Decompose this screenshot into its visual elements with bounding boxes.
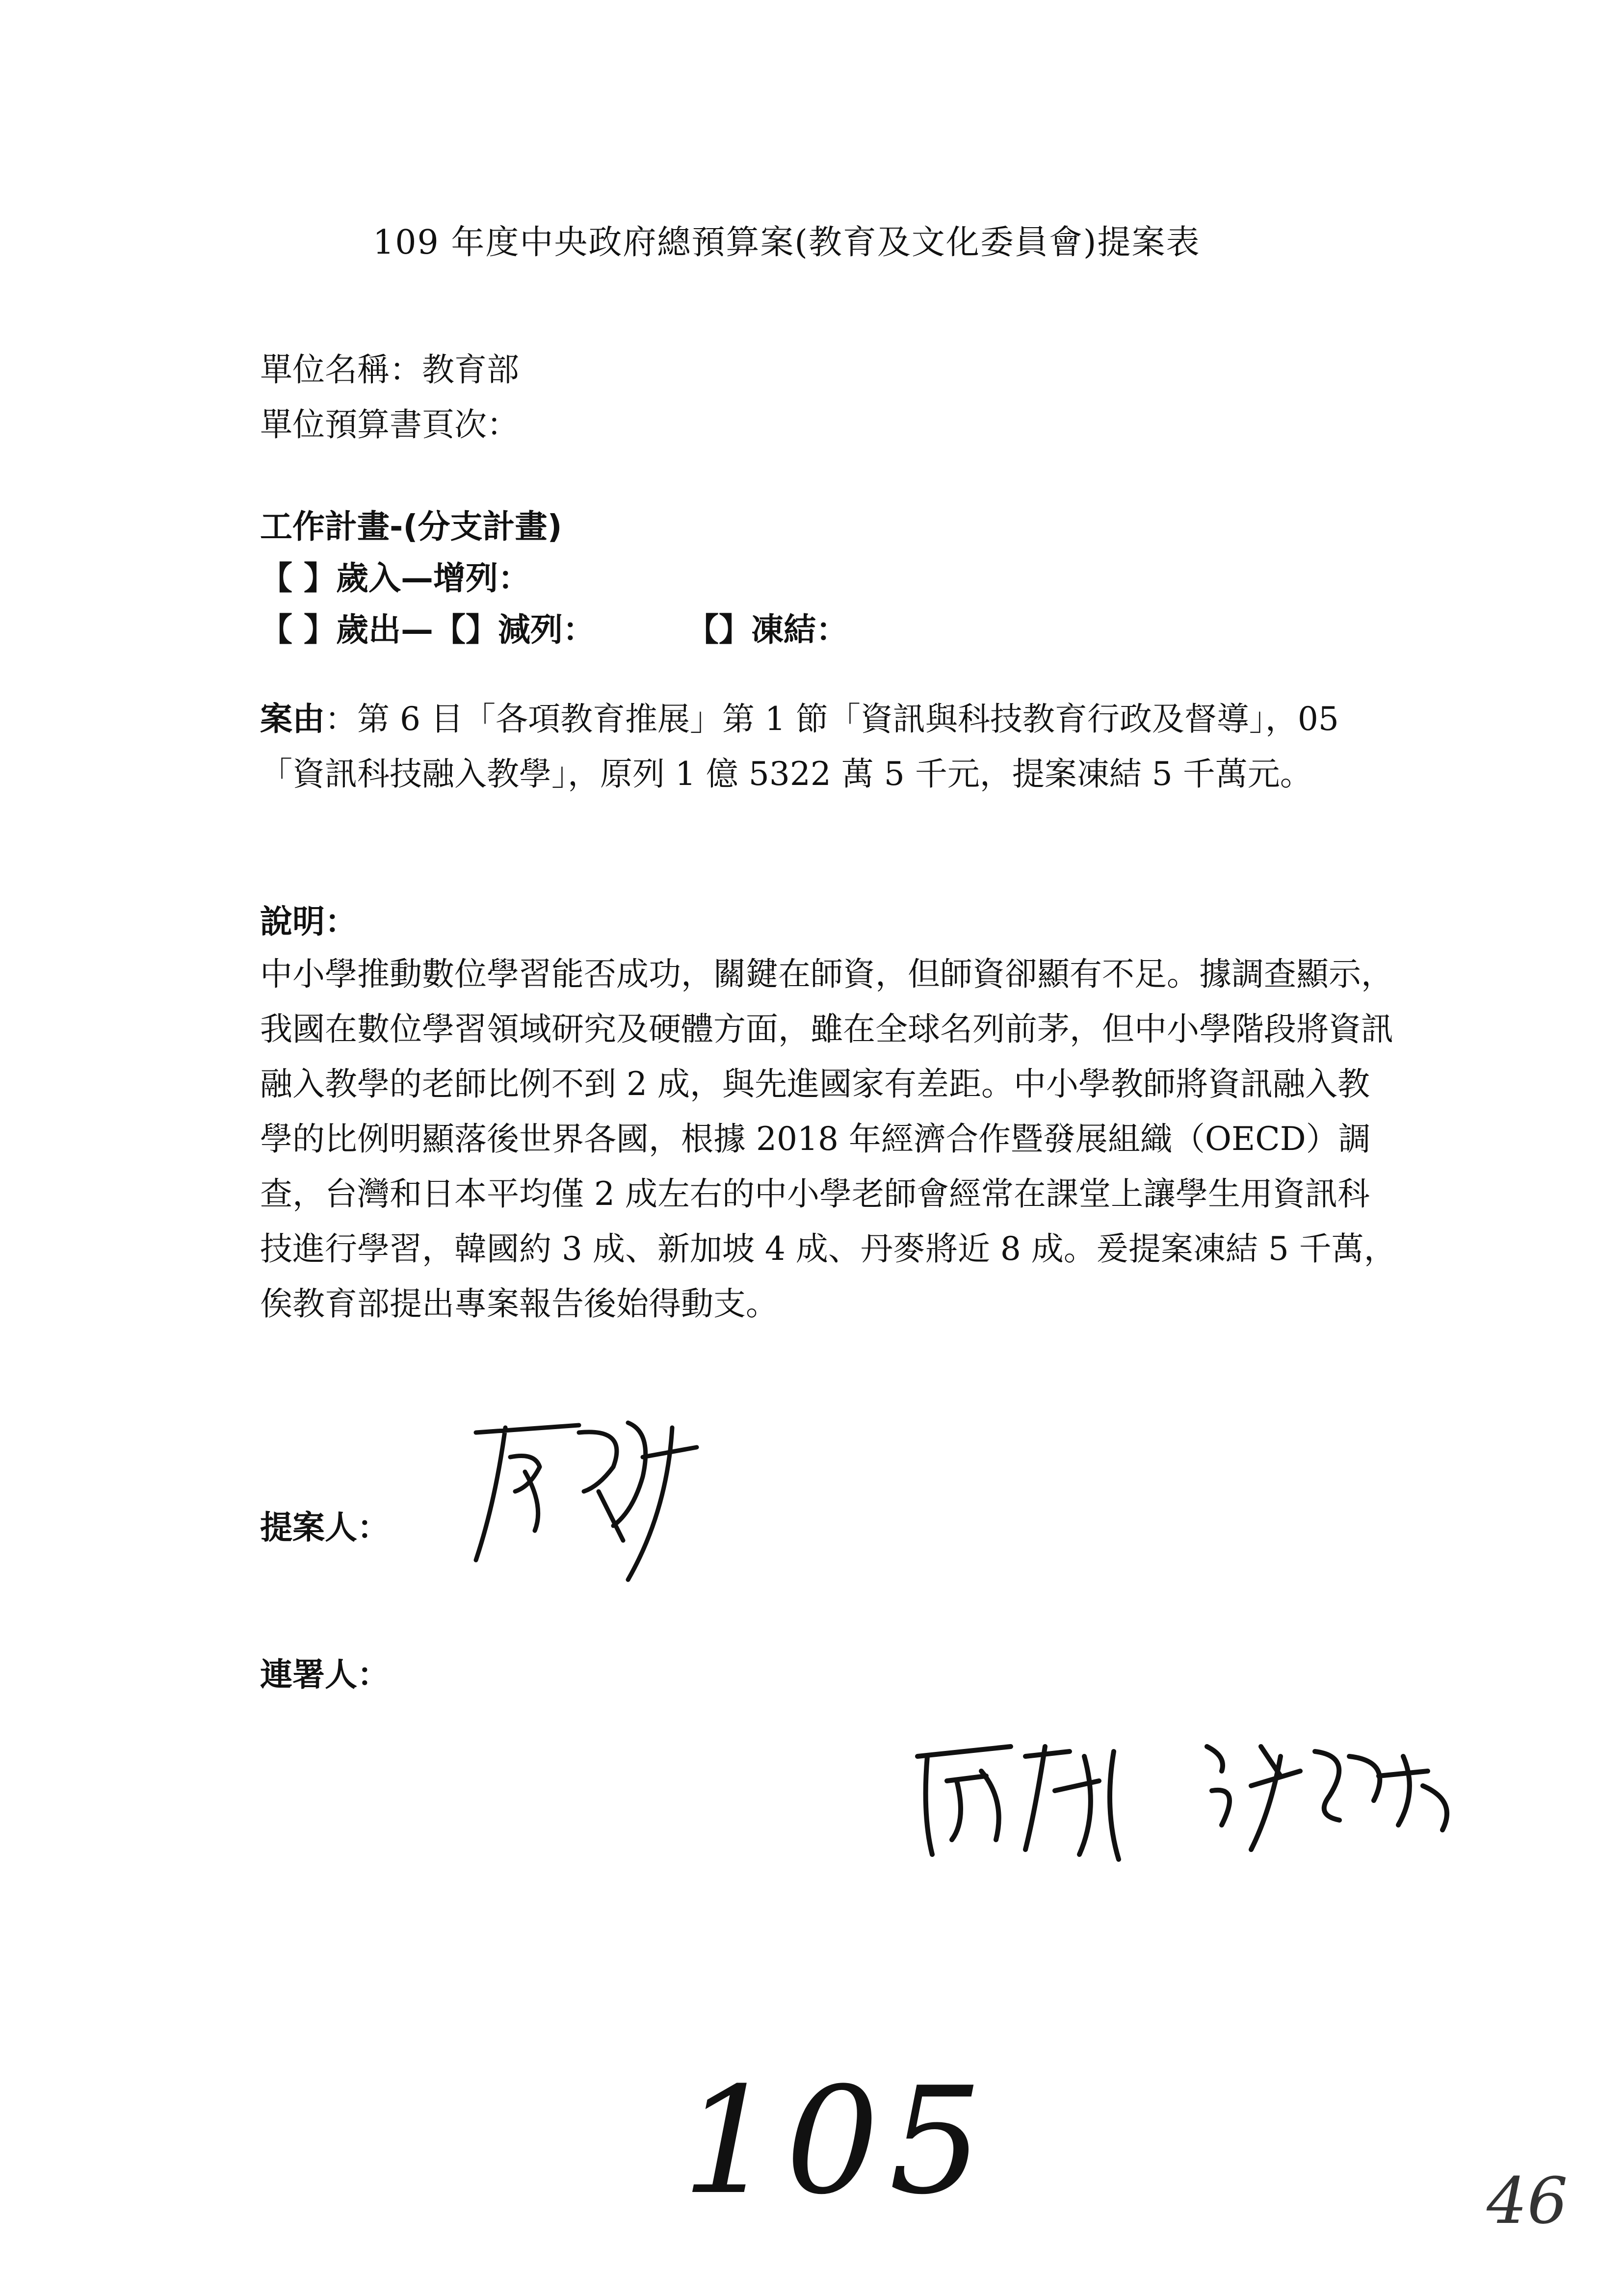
plan-heading: 工作計畫-(分支計畫) [260,508,562,546]
explanation-label: 說明： [260,903,357,940]
explanation-text: 中小學推動數位學習能否成功，關鍵在師資，但師資卻顯有不足。據調查顯示，我國在數位學習領域研究及硬體方面，雖在全球名列前茅，但中小學階段將資訊融入教學的老師比例不到 2 成，與先進國家有差距。中小學教師將資訊融入教學的比例明顯落後世界各國，根據 2018 年經濟合作暨發展組織（OECD）調查，台灣和日本平均僅 2 成左右的中小學老師會經常在課堂上讓學生用資訊科技進行學習，韓國約 3 成、新加坡 4 成、丹麥將近 8 成。爰提案凍結 5 千萬，俟教育部提出專案報告後始得動支。 [260,955,1396,1323]
cosigner-signature [908,1727,1496,1874]
unit-page-label: 單位預算書頁次： [260,406,519,444]
cosigner-label: 連署人： [260,1656,390,1694]
income-line: 【 】歲入—增列： [260,559,530,597]
handwritten-corner-number: 46 [1487,2164,1568,2238]
case-label: 案由 [260,700,325,738]
case-paragraph [260,692,1398,802]
proposer-signature [466,1413,721,1590]
expense-freeze: 【】凍結： [686,611,848,649]
expense-line [260,603,848,650]
case-text: ：第 6 目「各項教育推展」第 1 節「資訊與科技教育行政及督導」，05「資訊科技融入教學」，原列 1 億 5322 萬 5 千元，提案凍結 5 千萬元。 [260,700,1339,793]
page-title: 109 年度中央政府總預算案(教育及文化委員會)提案表 [373,223,1201,262]
unit-name-label: 單位名稱： [260,351,422,389]
proposer-label: 提案人： [260,1509,390,1546]
expense-reduce: 【 】歲出—【】減列： [260,611,595,649]
unit-name-row [260,343,519,390]
unit-name-value: 教育部 [422,351,519,389]
handwritten-page-number: 105 [682,2056,993,2227]
